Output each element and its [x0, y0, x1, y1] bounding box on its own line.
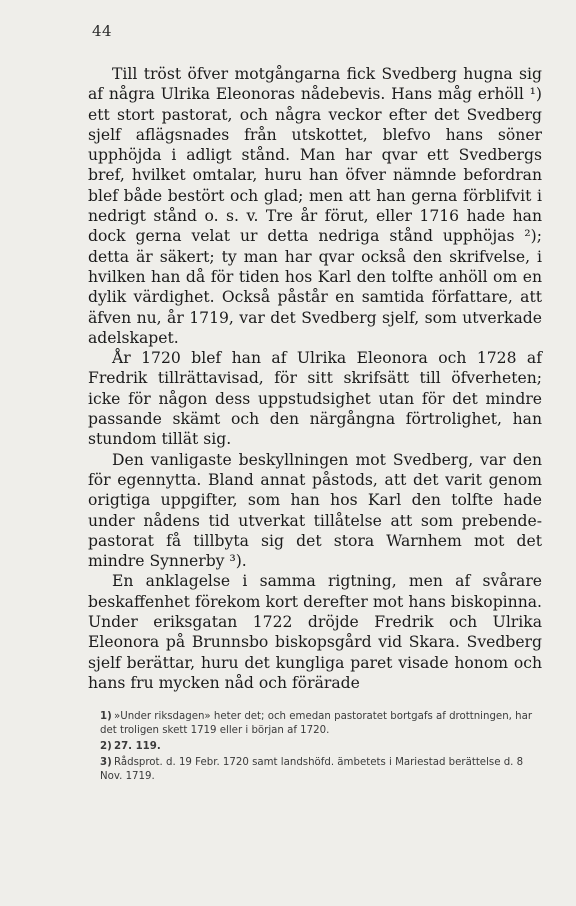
- footnote-text: 27. 119.: [114, 741, 161, 753]
- footnotes: [100, 710, 540, 786]
- footnote: [100, 740, 540, 754]
- footnote-mark: 2): [100, 741, 112, 753]
- footnote: [100, 756, 540, 784]
- footnote-mark: 3): [100, 757, 112, 769]
- footnote-text: Rådsprot. d. 19 Febr. 1720 samt landshöfd. ämbetets i Mariestad berättelse d. 8 Nov. 1719.: [100, 757, 524, 783]
- paragraph: Den vanligaste beskyllningen mot Svedberg, var den för egennytta. Bland annat påstods, att det varit genom origtiga uppgifter, som han hos Karl den tolfte hade under nådens tid utverkat tillåtelse att som prebende-pastorat få tillbyta sig det stora Warnhem mot det mindre Synnerby ³).: [88, 450, 542, 571]
- body-text: [88, 64, 542, 693]
- footnote-mark: 1): [100, 711, 112, 722]
- paragraph: År 1720 blef han af Ulrika Eleonora och 1728 af Fredrik tillrättavisad, för sitt skrifsätt till öfverheten; icke för någon dess uppstudsighet utan för det mindre passande skämt och den närgångna förtrolighet, han stundom tillät sig.: [88, 349, 542, 449]
- paragraph: En anklagelse i samma rigtning, men af svårare beskaffenhet förekom kort derefter mot hans biskopinna. Under eriksgatan 1722 dröjde Fredrik och Ulrika Eleonora på Brunnsbo biskopsgård vid Skara. Svedberg sjelf berättar, huru det kungliga paret visade honom och hans fru mycken nåd och förärade: [88, 572, 542, 692]
- footnote-text: »Under riksdagen» heter det; och emedan pastoratet bortgafs af drottningen, har det troligen skett 1719 eller i början af 1720.: [100, 711, 533, 737]
- page-number: 44: [92, 22, 113, 40]
- paragraph: Till tröst öfver motgångarna fick Svedberg hugna sig af några Ulrika Eleonoras nådebevis. Hans måg erhöll ¹) ett stort pastorat, och några veckor efter det Svedberg sjelf aflägsnades från utskottet, blefvo hans söner upphöjda i adligt stånd. Man har qvar ett Svedbergs bref, hvilket omtalar, huru han öfver nämnde befordran blef både bestört och glad; men att han gerna förblifvit i nedrigt stånd o. s. v. Tre år förut, eller 1716 hade han dock gerna velat ur detta nedriga stånd upphöjas ²); detta är säkert; ty man har qvar också den skrifvelse, i hvilken han då för tiden hos Karl den tolfte anhöll om en dylik värdighet. Också påstår en samtida författare, att äfven nu, år 1719, var det Svedberg sjelf, som utverkade adelskapet.: [88, 65, 542, 347]
- footnote: [100, 710, 540, 738]
